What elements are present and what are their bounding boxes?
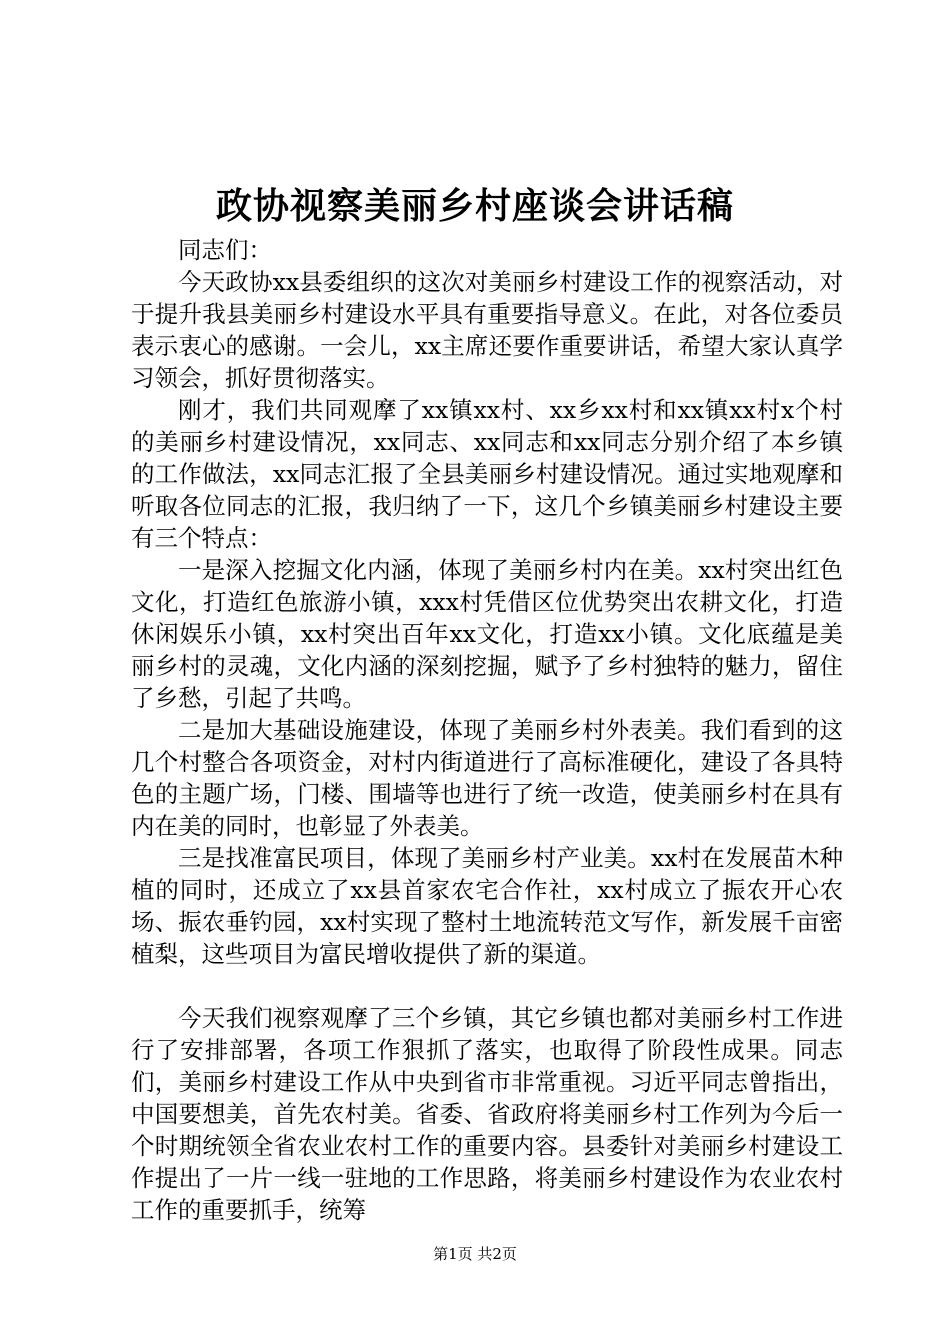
feature-two-paragraph: 二是加大基础设施建设，体现了美丽乡村外表美。我们看到的这几个村整合各项资金，对村内街道进行了高标准硬化，建设了各具特色的主题广场，门楼、围墙等也进行了统一改造，使美丽乡村在具有内在美的同时，也彰显了外表美。 — [131, 716, 843, 840]
summary-paragraph: 今天我们视察观摩了三个乡镇，其它乡镇也都对美丽乡村工作进行了安排部署，各项工作狠抓了落实，也取得了阶段性成果。同志们，美丽乡村建设工作从中央到省市非常重视。习近平同志曾指出，中国要想美，首先农村美。省委、省政府将美丽乡村工作列为今后一个时期统领全省农业农村工作的重要内容。县委针对美丽乡村建设工作提出了一片一线一驻地的工作思路，将美丽乡村建设作为农业农村工作的重要抓手，统筹 — [131, 1004, 843, 1224]
intro-paragraph: 今天政协xx县委组织的这次对美丽乡村建设工作的视察活动，对于提升我县美丽乡村建设水平具有重要指导意义。在此，对各位委员表示衷心的感谢。一会儿，xx主席还要作重要讲话，希望大家认真学习领会，抓好贯彻落实。 — [131, 268, 843, 392]
observation-paragraph: 刚才，我们共同观摩了xx镇xx村、xx乡xx村和xx镇xx村x个村的美丽乡村建设情况，xx同志、xx同志和xx同志分别介绍了本乡镇的工作做法，xx同志汇报了全县美丽乡村建设情况。通过实地观摩和听取各位同志的汇报，我归纳了一下，这几个乡镇美丽乡村建设主要有三个特点： — [131, 396, 843, 552]
feature-three-paragraph: 三是找准富民项目，体现了美丽乡村产业美。xx村在发展苗木种植的同时，还成立了xx县首家农宅合作社，xx村成立了振农开心农场、振农垂钓园，xx村实现了整村土地流转范文写作，新发展千亩密植梨，这些项目为富民增收提供了新的渠道。 — [131, 844, 843, 968]
document-body — [131, 234, 843, 1226]
page-number-footer: 第1页 共2页 — [433, 1245, 517, 1263]
salutation-paragraph: 同志们： — [178, 236, 272, 264]
feature-one-paragraph: 一是深入挖掘文化内涵，体现了美丽乡村内在美。xx村突出红色文化，打造红色旅游小镇，xxx村凭借区位优势突出农耕文化，打造休闲娱乐小镇，xx村突出百年xx文化，打造xx小镇。文化底蕴是美丽乡村的灵魂，文化内涵的深刻挖掘，赋予了乡村独特的魅力，留住了乡愁，引起了共鸣。 — [131, 556, 843, 712]
document-title: 政协视察美丽乡村座谈会讲话稿 — [215, 185, 734, 227]
paragraph-spacer — [131, 970, 843, 1002]
